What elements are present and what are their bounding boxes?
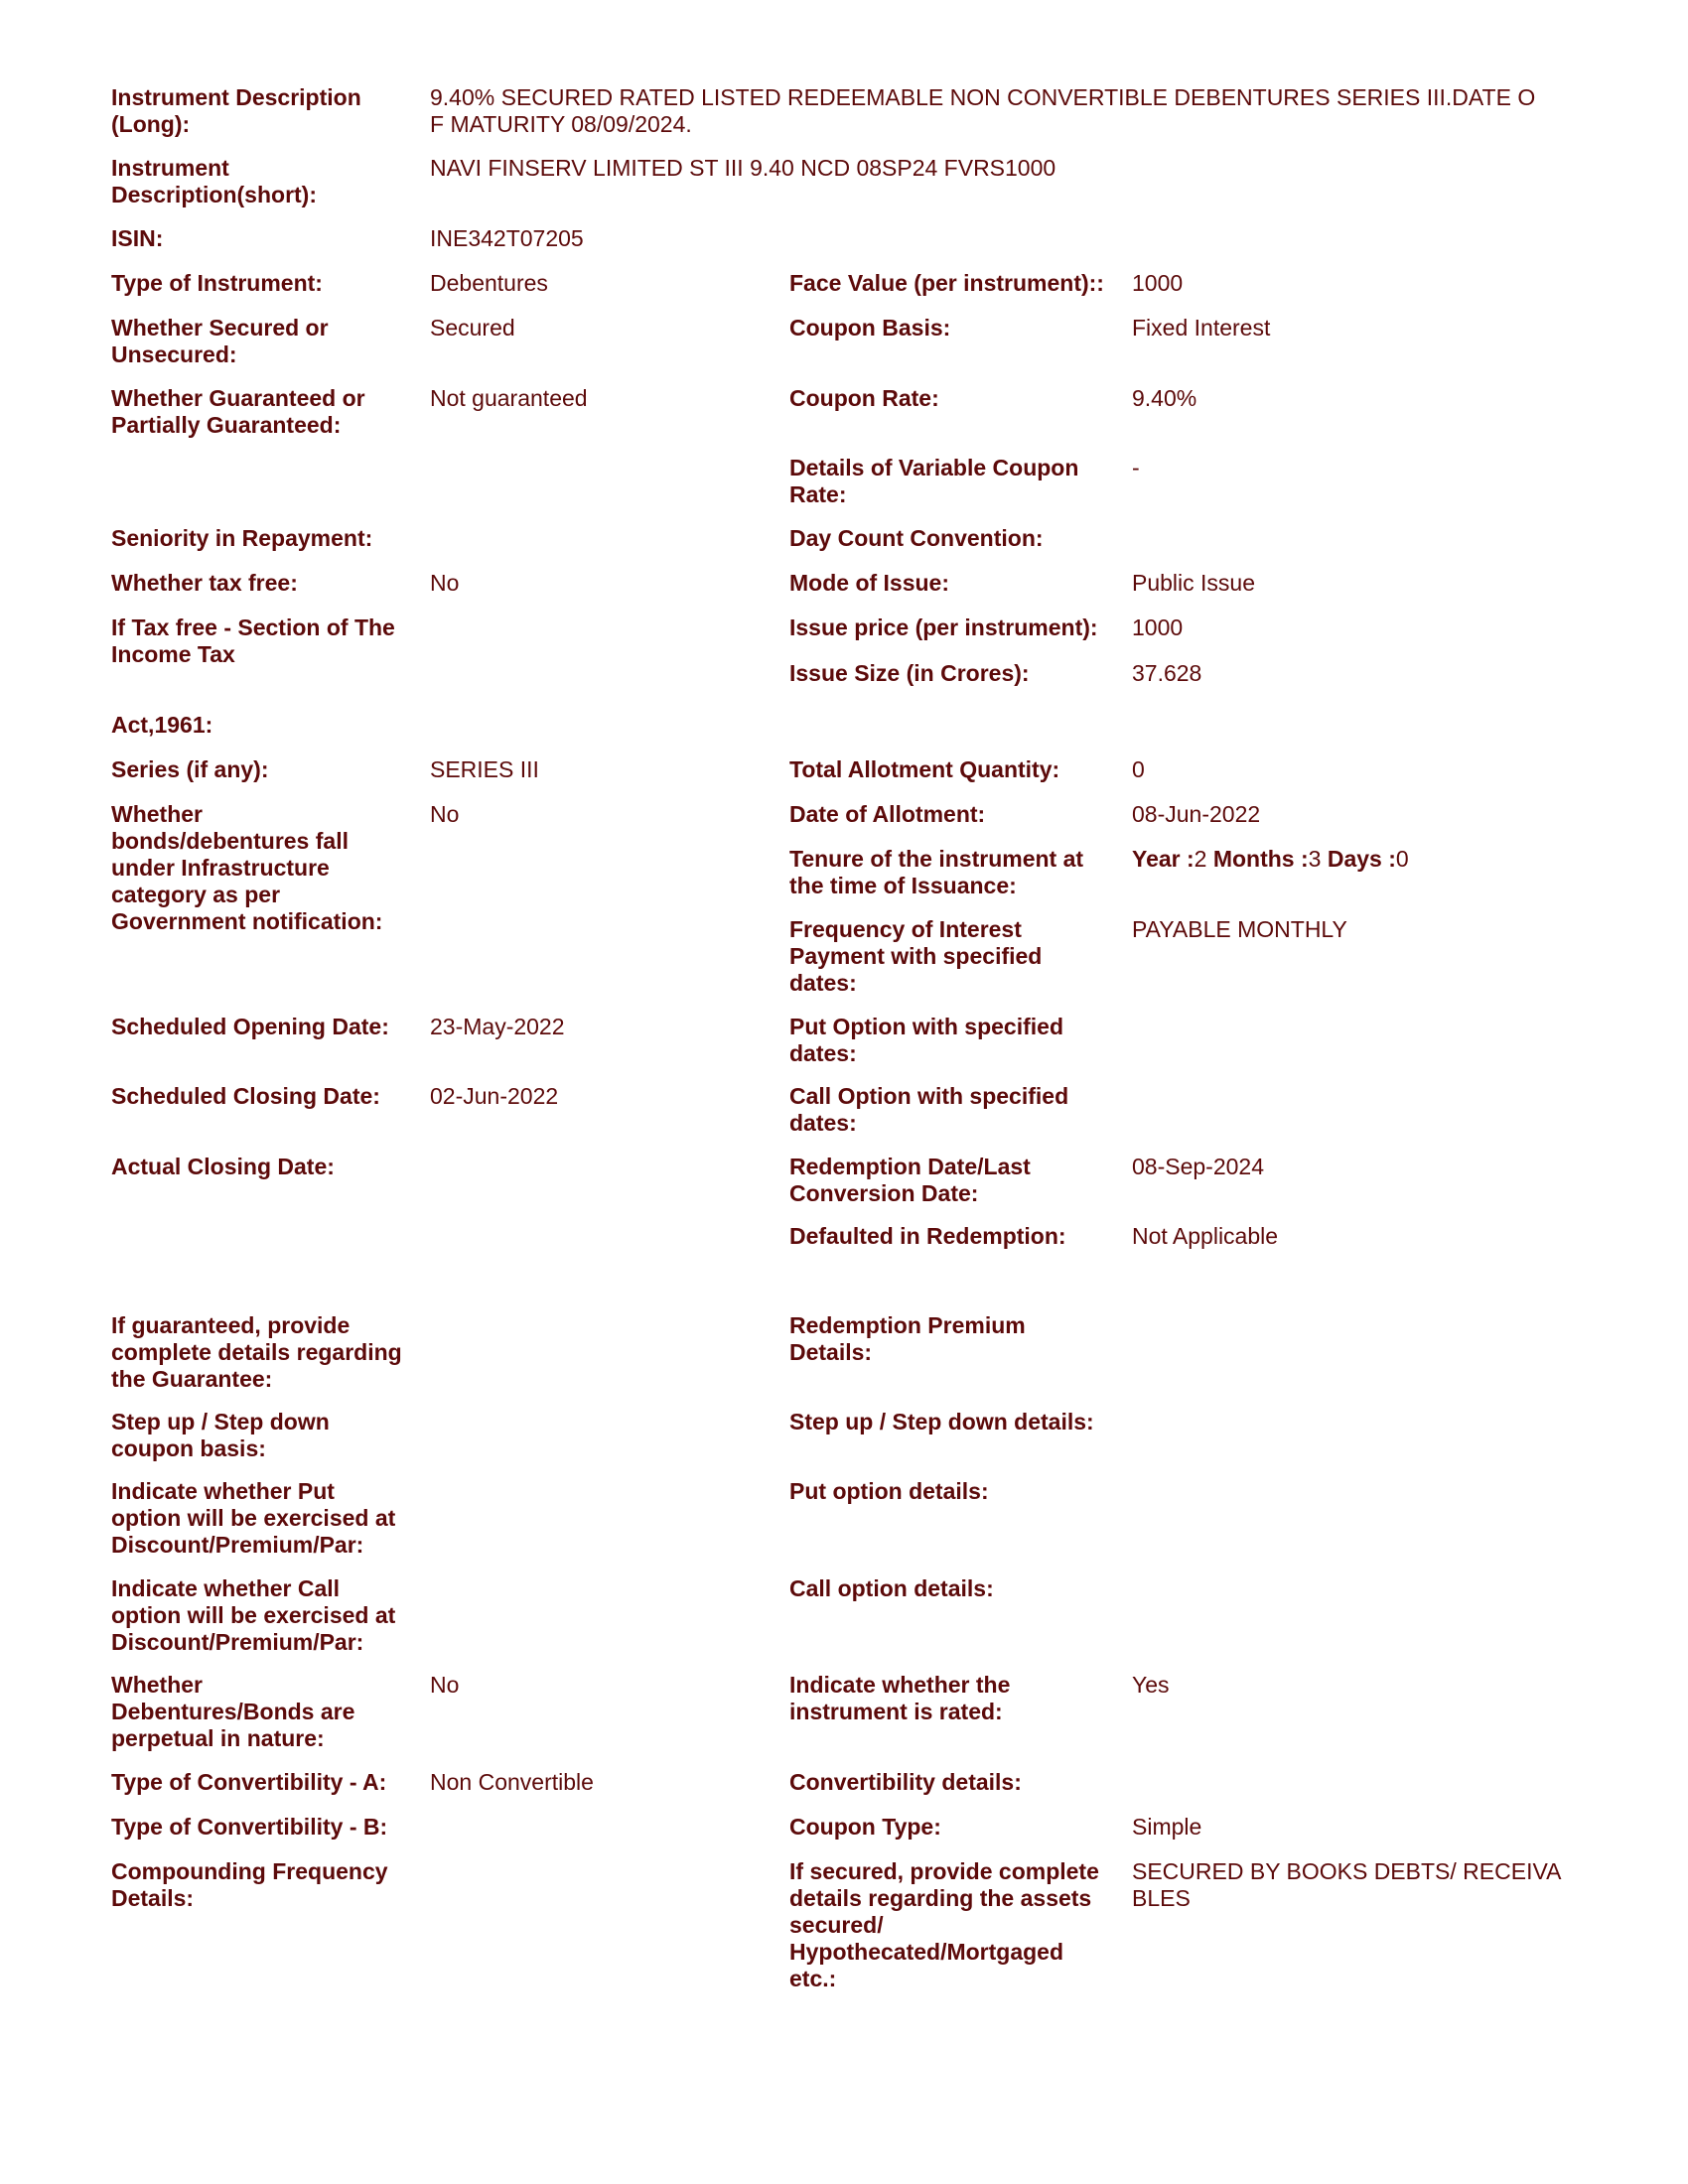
label-redemption-date: Redemption Date/Last Conversion Date: [789,1154,1031,1206]
label-instrument-description-long: Instrument Description (Long): [111,84,361,137]
label-mode-of-issue: Mode of Issue: [789,570,950,596]
value-interest-frequency: PAYABLE MONTHLY [1132,916,1347,942]
label-perpetual: Whether Debentures/Bonds are perpetual in nature: [111,1672,355,1751]
label-interest-frequency: Frequency of Interest Payment with specified dates: [789,916,1043,996]
label-coupon-rate: Coupon Rate: [789,385,939,411]
value-secured-assets: SECURED BY BOOKS DEBTS/ RECEIVA BLES [1132,1858,1562,1911]
tenure-year-label: Year : [1132,846,1195,872]
value-issue-size: 37.628 [1132,660,1202,686]
label-guarantee-details: If guaranteed, provide complete details regarding the Guarantee: [111,1312,402,1392]
label-step-basis: Step up / Step down coupon basis: [111,1409,330,1461]
value-scheduled-closing: 02-Jun-2022 [430,1083,559,1109]
label-defaulted: Defaulted in Redemption: [789,1223,1066,1249]
label-redemption-premium: Redemption Premium Details: [789,1312,1026,1365]
label-coupon-basis: Coupon Basis: [789,315,951,341]
label-instrument-description-short: Instrument Description(short): [111,155,317,207]
label-series: Series (if any): [111,756,269,782]
value-variable-coupon: - [1132,455,1140,480]
tenure-year: 2 [1194,846,1207,872]
label-rated: Indicate whether the instrument is rated: [789,1672,1011,1724]
label-total-allotment-qty: Total Allotment Quantity: [789,756,1060,782]
label-issue-size: Issue Size (in Crores): [789,660,1030,686]
value-isin: INE342T07205 [430,225,584,251]
value-perpetual: No [430,1672,460,1698]
value-defaulted: Not Applicable [1132,1223,1279,1249]
label-call-exercise: Indicate whether Call option will be exercised at Discount/Premium/Par: [111,1575,396,1655]
label-call-details: Call option details: [789,1575,994,1601]
label-put-exercise: Indicate whether Put option will be exercised at Discount/Premium/Par: [111,1478,396,1558]
label-put-details: Put option details: [789,1478,989,1504]
label-scheduled-closing: Scheduled Closing Date: [111,1083,380,1109]
value-rated: Yes [1132,1672,1170,1698]
value-tenure [1132,846,1409,873]
label-issue-price: Issue price (per instrument): [789,614,1098,640]
value-coupon-basis: Fixed Interest [1132,315,1271,341]
label-convertibility-details: Convertibility details: [789,1769,1022,1795]
value-total-allotment-qty: 0 [1132,756,1145,782]
value-issue-price: 1000 [1132,614,1184,640]
label-type-of-instrument: Type of Instrument: [111,270,323,296]
value-face-value: 1000 [1132,270,1184,296]
value-coupon-type: Simple [1132,1814,1202,1840]
label-infrastructure: Whether bonds/debentures fall under Infrastructure category as per Government notification: [111,801,383,934]
label-actual-closing: Actual Closing Date: [111,1154,335,1179]
label-seniority: Seniority in Repayment: [111,525,373,551]
value-coupon-rate: 9.40% [1132,385,1197,411]
label-day-count: Day Count Convention: [789,525,1044,551]
tenure-days-label: Days : [1327,846,1396,872]
label-put-option: Put Option with specified dates: [789,1014,1063,1066]
label-call-option: Call Option with specified dates: [789,1083,1069,1136]
label-tenure: Tenure of the instrument at the time of Issuance: [789,846,1084,898]
value-secured-or-unsecured: Secured [430,315,515,341]
label-guaranteed: Whether Guaranteed or Partially Guaranteed: [111,385,365,438]
label-compounding: Compounding Frequency Details: [111,1858,388,1911]
label-variable-coupon: Details of Variable Coupon Rate: [789,455,1079,507]
label-convertibility-a: Type of Convertibility - A: [111,1769,387,1795]
label-tax-free-section-cont: Act,1961: [111,712,213,738]
value-tax-free: No [430,570,460,596]
tenure-months: 3 [1308,846,1322,872]
value-infrastructure: No [430,801,460,827]
value-redemption-date: 08-Sep-2024 [1132,1154,1264,1179]
label-coupon-type: Coupon Type: [789,1814,941,1840]
label-isin: ISIN: [111,225,164,251]
label-tax-free: Whether tax free: [111,570,298,596]
tenure-months-label: Months : [1212,846,1309,872]
label-convertibility-b: Type of Convertibility - B: [111,1814,388,1840]
value-guaranteed: Not guaranteed [430,385,588,411]
label-face-value: Face Value (per instrument):: [789,270,1104,296]
value-mode-of-issue: Public Issue [1132,570,1256,596]
value-instrument-description-short: NAVI FINSERV LIMITED ST III 9.40 NCD 08SP24 FVRS1000 [430,155,1056,181]
label-date-of-allotment: Date of Allotment: [789,801,986,827]
value-type-of-instrument: Debentures [430,270,548,296]
label-scheduled-opening: Scheduled Opening Date: [111,1014,389,1039]
label-step-details: Step up / Step down details: [789,1409,1094,1434]
label-tax-free-section: If Tax free - Section of The Income Tax [111,614,395,667]
value-scheduled-opening: 23-May-2022 [430,1014,565,1039]
value-date-of-allotment: 08-Jun-2022 [1132,801,1261,827]
label-secured-assets: If secured, provide complete details regarding the assets secured/ Hypothecated/Mortgaged etc.: [789,1858,1099,1991]
tenure-days: 0 [1395,846,1409,872]
value-convertibility-a: Non Convertible [430,1769,594,1795]
label-secured-or-unsecured: Whether Secured or Unsecured: [111,315,329,367]
value-series: SERIES III [430,756,539,782]
value-instrument-description-long: 9.40% SECURED RATED LISTED REDEEMABLE NON CONVERTIBLE DEBENTURES SERIES III.DATE O F MATURITY 08/09/2024. [430,84,1536,137]
